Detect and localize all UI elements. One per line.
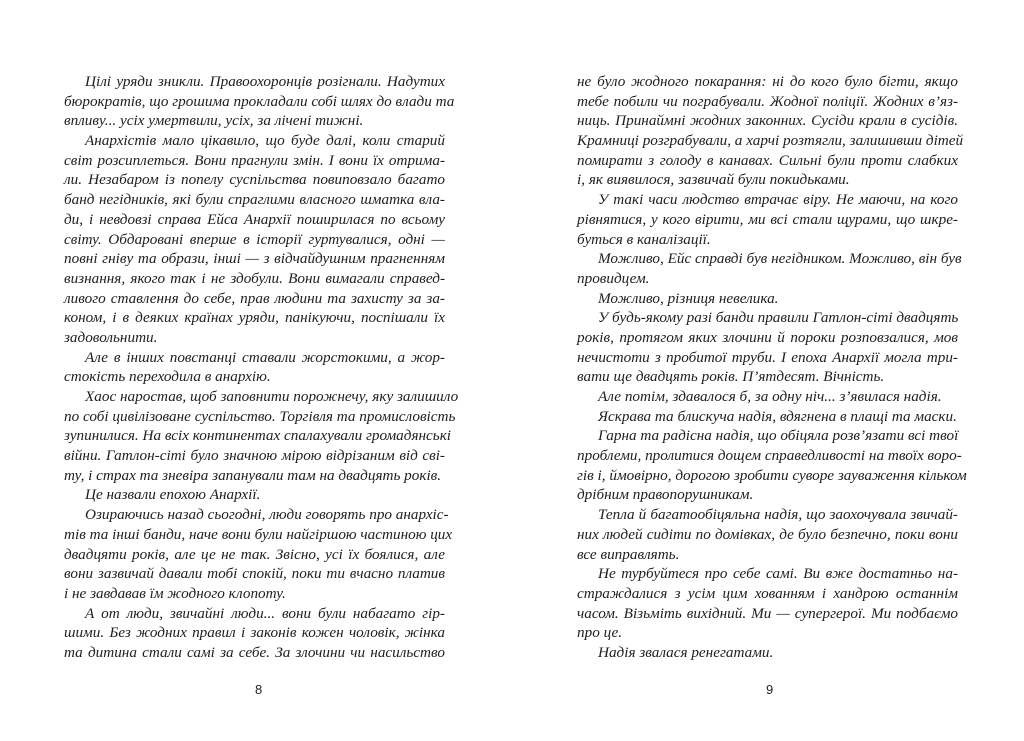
text-line: ли. Незабаром із попелу суспільства повиповзало багато: [64, 171, 445, 189]
text-line: А от люди, звичайні люди... вони були набагато гір-: [85, 604, 445, 622]
paragraph: [577, 190, 958, 249]
text-line: війни. Гатлон-сіті було значною мірою відрізаним від сві-: [64, 447, 445, 465]
text-line: не було жодного покарання: ні до кого було бігти, якщо: [577, 73, 958, 90]
paragraph: [64, 348, 445, 387]
text-line: повні гніву та образи, інші — з відчайдушним прагненням: [64, 250, 445, 268]
paragraph: [577, 249, 962, 288]
text-line: зупинилися. На всіх континентах спалахували громадянські: [64, 427, 452, 445]
text-line: бюрократів, що грошима прокладали собі шлях до влади та: [64, 92, 455, 110]
paragraph: [577, 72, 964, 190]
right-page-text: [577, 72, 967, 663]
text-line: страждалися з усім цим хованням і хандрою останнім: [577, 584, 958, 602]
text-line: світу. Обдаровані вперше в історії гуртувалися, одні —: [64, 230, 445, 248]
text-line: і не завдавав їм жодного клопоту.: [64, 584, 286, 602]
text-line: рівнятися, у кого вірити, ми всі стали щурами, що шкре-: [577, 210, 958, 228]
text-line: Крамниці розграбували, а харчі розтягли, залишивши дітей: [577, 132, 964, 150]
text-line: провидцем.: [577, 269, 650, 287]
text-line: років, протягом яких злочини й пороки розповзалися, мов: [577, 328, 958, 346]
text-line: Хаос наростав, щоб заповнити порожнечу, яку залишило: [85, 388, 459, 405]
text-line: буться в каналізації.: [577, 230, 711, 248]
text-line: банд негідників, які були спраглими власного шматка вла-: [64, 191, 445, 209]
text-line: Не турбуйтеся про себе самі. Ви вже достатньо на-: [598, 565, 958, 583]
text-line: і, як виявилося, зазвичай були покидьками.: [577, 171, 850, 189]
text-line: проблеми, пролитися дощем справедливості на твоїх воро-: [577, 447, 962, 465]
text-line: дрібним правопорушникам.: [577, 486, 754, 504]
text-line: визнання, якого так і не здобули. Вони вимагали справед-: [64, 269, 445, 287]
paragraph: [64, 485, 445, 505]
text-line: впливу... усіх умертвили, усіх, за лічені тижні.: [64, 112, 364, 130]
text-line: нечистоти з пробитої труби. І епоха Анархії могла три-: [577, 348, 958, 366]
text-line: про це.: [577, 624, 623, 642]
page-number-left: 8: [255, 682, 263, 697]
text-line: Гарна та радісна надія, що обіцяла розв’язати всі твої: [598, 427, 959, 445]
text-line: Надія звалася ренегатами.: [598, 643, 774, 661]
text-line: ту, і страх та зневіра запанували там на двадцять років.: [64, 466, 442, 484]
text-line: Це назвали епохою Анархії.: [85, 486, 261, 504]
paragraph: [64, 604, 445, 663]
text-line: них людей сидіти по домівках, де було безпечно, поки вони: [577, 525, 958, 543]
left-page-text: [64, 72, 459, 663]
text-line: ди, і невдовзі справа Ейса Анархії поширилася по всьому: [64, 210, 445, 228]
text-line: ниць. Принаймні жодних законних. Сусіди крали в сусідів.: [577, 112, 958, 130]
paragraph: [577, 407, 958, 427]
text-line: світ розсиплеться. Вони прагнули змін. І вони їх отрима-: [64, 151, 445, 169]
text-line: помирати з голоду в канавах. Сильні були проти слабких: [577, 151, 958, 169]
text-line: тів та інші банди, наче вони були найгіршою частиною цих: [64, 525, 453, 543]
text-line: вони зазвичай давали тобі спокій, поки ти вчасно платив: [64, 565, 445, 583]
paragraph: [577, 643, 958, 663]
paragraph: [577, 387, 958, 407]
text-line: тебе побили чи пограбували. Жодної поліції. Жодних в’яз-: [577, 92, 958, 110]
paragraph: [577, 426, 967, 505]
text-line: задовольнити.: [64, 328, 158, 346]
text-line: та дитина стали самі за себе. За злочини чи насильство: [64, 643, 445, 661]
paragraph: [577, 289, 958, 309]
text-line: Можливо, різниця невелика.: [598, 289, 779, 307]
text-line: У такі часи людство втрачає віру. Не маючи, на кого: [598, 191, 958, 209]
paragraph: [577, 308, 958, 387]
text-line: двадцяти років, але це не так. Звісно, усі їх боялися, але: [64, 545, 445, 563]
text-line: по собі цивілізоване суспільство. Торгівля та промисловість: [64, 407, 456, 425]
text-line: Анархістів мало цікавило, що буде далі, коли старий: [85, 132, 445, 150]
paragraph: [577, 564, 958, 643]
paragraph: [64, 72, 455, 131]
page-number-right: 9: [766, 682, 774, 697]
text-line: стокість переходила в анархію.: [64, 368, 271, 386]
text-line: ливого ставлення до себе, прав людини та захисту за за-: [64, 289, 445, 307]
text-line: коном, і в деяких країнах уряди, панікуючи, поспішали їх: [64, 309, 445, 327]
text-line: Яскрава та блискуча надія, вдягнена в плащі та маски.: [598, 407, 957, 425]
paragraph: [64, 131, 445, 348]
text-line: часом. Візьміть вихідний. Ми — супергерої. Ми подбаємо: [577, 604, 958, 622]
text-line: все виправлять.: [577, 545, 680, 563]
text-line: гів і, ймовірно, дорогою зробити суворе зауваження кільком: [577, 466, 967, 484]
paragraph: [64, 505, 453, 603]
text-line: Можливо, Ейс справді був негідником. Можливо, він був: [598, 250, 962, 268]
text-line: вати ще двадцять років. П’ятдесят. Вічність.: [577, 368, 885, 386]
text-line: Цілі уряди зникли. Правоохоронців розігнали. Надутих: [85, 73, 445, 90]
text-line: У будь-якому разі банди правили Гатлон-сіті двадцять: [598, 309, 959, 327]
text-line: Озираючись назад сьогодні, люди говорять про анархіс-: [85, 506, 449, 524]
text-line: Але в інших повстанці ставали жорстокими, а жор-: [85, 348, 445, 366]
text-line: Тепла й багатообіцяльна надія, що заохочувала звичай-: [598, 506, 958, 524]
text-line: Але потім, здавалося б, за одну ніч... з’явилася надія.: [598, 388, 942, 405]
paragraph: [577, 505, 958, 564]
paragraph: [64, 387, 459, 485]
text-line: шими. Без жодних правил і законів кожен чоловік, жінка: [64, 624, 445, 642]
